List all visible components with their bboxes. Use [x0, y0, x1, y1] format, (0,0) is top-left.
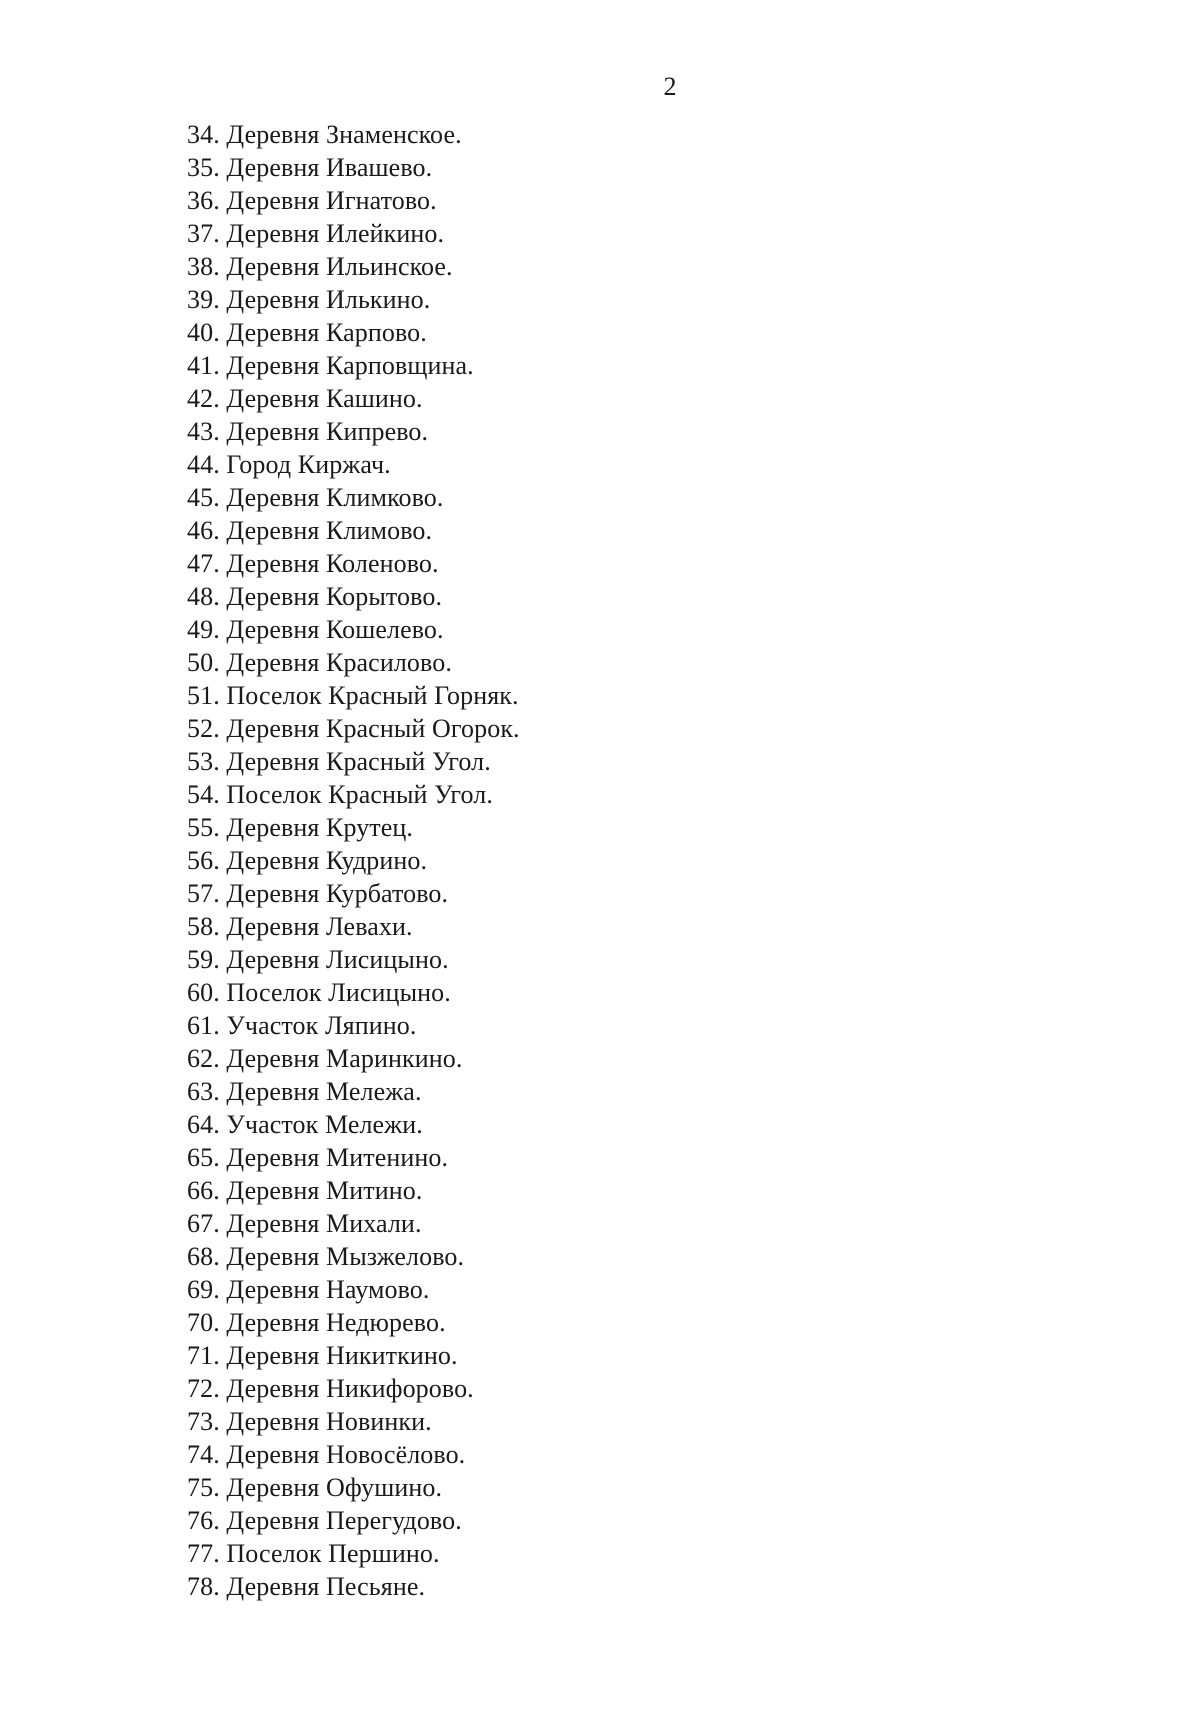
list-item [187, 349, 520, 382]
settlement-name: Деревня Мележа. [226, 1077, 422, 1106]
settlement-name: Деревня Ивашево. [226, 153, 433, 182]
item-number: 42. [187, 384, 220, 413]
item-number: 45. [187, 483, 220, 512]
item-number: 46. [187, 516, 220, 545]
page-number: 2 [663, 72, 677, 101]
list-item [187, 1570, 520, 1603]
item-number: 74. [187, 1440, 220, 1469]
settlement-name: Поселок Лисицыно. [226, 978, 451, 1007]
settlement-name: Деревня Красный Угол. [226, 747, 491, 776]
item-number: 60. [187, 978, 220, 1007]
settlement-name: Деревня Климово. [226, 516, 433, 545]
list-item [187, 1471, 520, 1504]
item-number: 67. [187, 1209, 220, 1238]
settlement-name: Деревня Никиткино. [226, 1341, 458, 1370]
settlement-name: Деревня Красный Огорок. [226, 714, 520, 743]
list-item [187, 679, 520, 712]
list-item [187, 877, 520, 910]
item-number: 73. [187, 1407, 220, 1436]
item-number: 34. [187, 120, 220, 149]
settlement-name: Деревня Красилово. [226, 648, 452, 677]
list-item [187, 448, 520, 481]
settlement-name: Деревня Мызжелово. [226, 1242, 465, 1271]
item-number: 55. [187, 813, 220, 842]
item-number: 59. [187, 945, 220, 974]
settlement-name: Деревня Маринкино. [226, 1044, 463, 1073]
item-number: 64. [187, 1110, 220, 1139]
settlement-name: Деревня Митенино. [226, 1143, 449, 1172]
list-item [187, 1141, 520, 1174]
list-item [187, 943, 520, 976]
item-number: 61. [187, 1011, 220, 1040]
settlement-name: Деревня Михали. [226, 1209, 422, 1238]
settlement-name: Деревня Новинки. [226, 1407, 432, 1436]
item-number: 54. [187, 780, 220, 809]
settlement-name: Деревня Митино. [226, 1176, 423, 1205]
settlement-name: Деревня Кудрино. [226, 846, 428, 875]
list-item [187, 1405, 520, 1438]
list-item [187, 811, 520, 844]
item-number: 63. [187, 1077, 220, 1106]
settlement-name: Деревня Наумово. [226, 1275, 430, 1304]
settlement-name: Деревня Курбатово. [226, 879, 449, 908]
list-item [187, 1009, 520, 1042]
list-item [187, 1438, 520, 1471]
item-number: 78. [187, 1572, 220, 1601]
settlement-name: Деревня Недюрево. [226, 1308, 446, 1337]
settlement-name: Деревня Никифорово. [226, 1374, 474, 1403]
item-number: 49. [187, 615, 220, 644]
list-item [187, 1207, 520, 1240]
item-number: 62. [187, 1044, 220, 1073]
settlement-name: Деревня Левахи. [226, 912, 413, 941]
list-item [187, 250, 520, 283]
list-item [187, 151, 520, 184]
settlement-name: Деревня Кашино. [226, 384, 423, 413]
settlement-name: Деревня Корытово. [226, 582, 443, 611]
settlement-name: Деревня Крутец. [226, 813, 414, 842]
list-item [187, 514, 520, 547]
settlement-name: Деревня Илькино. [226, 285, 431, 314]
settlement-name: Поселок Першино. [226, 1539, 440, 1568]
settlement-name: Участок Мележи. [226, 1110, 423, 1139]
list-item [187, 1537, 520, 1570]
list-item [187, 217, 520, 250]
settlement-name: Деревня Илейкино. [226, 219, 445, 248]
item-number: 72. [187, 1374, 220, 1403]
list-item [187, 976, 520, 1009]
settlement-list [187, 118, 520, 1603]
list-item [187, 613, 520, 646]
list-item [187, 1306, 520, 1339]
settlement-name: Деревня Кошелево. [226, 615, 444, 644]
item-number: 52. [187, 714, 220, 743]
list-item [187, 1075, 520, 1108]
settlement-name: Деревня Песьяне. [226, 1572, 426, 1601]
list-item [187, 316, 520, 349]
list-item [187, 283, 520, 316]
settlement-name: Деревня Ильинское. [226, 252, 453, 281]
item-number: 41. [187, 351, 220, 380]
settlement-name: Деревня Климково. [226, 483, 444, 512]
item-number: 51. [187, 681, 220, 710]
list-item [187, 1339, 520, 1372]
item-number: 57. [187, 879, 220, 908]
item-number: 75. [187, 1473, 220, 1502]
item-number: 56. [187, 846, 220, 875]
settlement-name: Деревня Новосёлово. [226, 1440, 466, 1469]
list-item [187, 1372, 520, 1405]
list-item [187, 580, 520, 613]
item-number: 35. [187, 153, 220, 182]
settlement-name: Деревня Карпово. [226, 318, 427, 347]
item-number: 37. [187, 219, 220, 248]
list-item [187, 415, 520, 448]
item-number: 69. [187, 1275, 220, 1304]
item-number: 53. [187, 747, 220, 776]
item-number: 70. [187, 1308, 220, 1337]
settlement-name: Деревня Карповщина. [226, 351, 474, 380]
list-item [187, 547, 520, 580]
settlement-name: Деревня Игнатово. [226, 186, 437, 215]
item-number: 43. [187, 417, 220, 446]
settlement-name: Поселок Красный Угол. [226, 780, 493, 809]
list-item [187, 118, 520, 151]
settlement-name: Поселок Красный Горняк. [226, 681, 519, 710]
item-number: 50. [187, 648, 220, 677]
list-item [187, 184, 520, 217]
settlement-name: Город Киржач. [226, 450, 391, 479]
list-item [187, 1174, 520, 1207]
settlement-name: Деревня Перегудово. [226, 1506, 462, 1535]
list-item [187, 745, 520, 778]
list-item [187, 778, 520, 811]
item-number: 65. [187, 1143, 220, 1172]
settlement-name: Деревня Кипрево. [226, 417, 429, 446]
item-number: 71. [187, 1341, 220, 1370]
list-item [187, 712, 520, 745]
list-item [187, 844, 520, 877]
settlement-name: Участок Ляпино. [226, 1011, 417, 1040]
settlement-name: Деревня Лисицыно. [226, 945, 449, 974]
list-item [187, 1108, 520, 1141]
item-number: 38. [187, 252, 220, 281]
item-number: 39. [187, 285, 220, 314]
list-item [187, 910, 520, 943]
settlement-name: Деревня Коленово. [226, 549, 439, 578]
item-number: 58. [187, 912, 220, 941]
list-item [187, 481, 520, 514]
item-number: 36. [187, 186, 220, 215]
list-item [187, 1240, 520, 1273]
item-number: 40. [187, 318, 220, 347]
list-item [187, 1504, 520, 1537]
item-number: 44. [187, 450, 220, 479]
settlement-name: Деревня Знаменское. [226, 120, 462, 149]
list-item [187, 1042, 520, 1075]
item-number: 68. [187, 1242, 220, 1271]
item-number: 77. [187, 1539, 220, 1568]
item-number: 66. [187, 1176, 220, 1205]
list-item [187, 382, 520, 415]
item-number: 47. [187, 549, 220, 578]
list-item [187, 646, 520, 679]
settlement-name: Деревня Офушино. [226, 1473, 443, 1502]
list-item [187, 1273, 520, 1306]
item-number: 48. [187, 582, 220, 611]
item-number: 76. [187, 1506, 220, 1535]
